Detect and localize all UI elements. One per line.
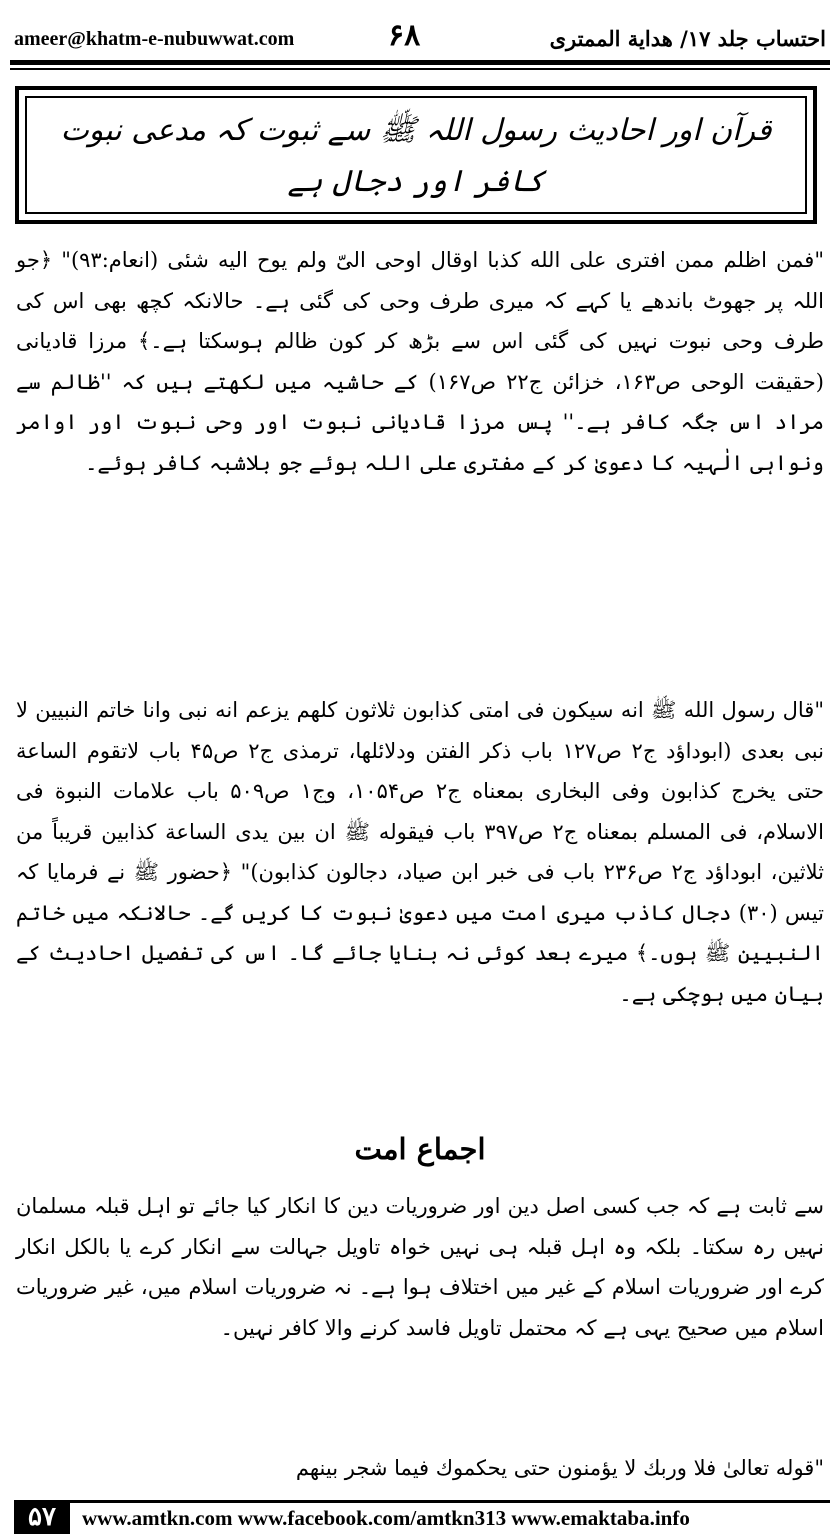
chapter-title-line-2: کافر اور دجال ہے xyxy=(287,164,545,199)
chapter-title-inner-border xyxy=(25,96,807,214)
paragraph-3: سے ثابت ہے کہ جب کسی اصل دین اور ضروریات دین کا انکار کیا جائے تو اہل قبلہ مسلمان نہیں رہ سکتا۔ بلکہ وہ اہل قبلہ ہی نہیں خواہ تاویل جہالت سے انکار کرے یا بالکل انکار کرے اور ضروریات اسلام کے غیر میں اختلاف ہوا ہے۔ نہ ضروریات اسلام میں، غیر ضروریات اسلام میں صحیح یہی ہے کہ محتمل تاویل فاسد کرنے والا کافر نہیں۔ xyxy=(16,1194,824,1340)
paragraph-2: "قال رسول الله ﷺ انه سيكون فی امتی كذابون ثلاثون كلهم يزعم انه نبی وانا خاتم النبيين لا نبی بعدی (ابوداؤد ج۲ ص۱۲۷ باب ذكر الفتن ودلائلها، ترمذی ج۲ ص۴۵ باب لاتقوم الساعة حتی يخرج كذابون وفی البخاری بمعناه ج۲ ص۱۰۵۴، وج۱ ص۵۰۹ باب علامات النبوة فی الاسلام، فی المسلم بمعناه ج۲ ص۳۹۷ باب فيقوله ﷺ ان بين يدی الساعة كذابين قريباً من ثلاثين، ابوداؤد ج۲ ص۲۳۶ باب فی خبر ابن صياد، دجالون كذابون)" ﴿حضور ﷺ نے فرمایا کہ تیس (۳۰) دجال کاذب میری امت میں دعویٰ نبوت کا کریں گے۔ حالانکہ میں خاتم النبیین ﷺ ہوں۔﴾ میرے بعد کوئی نہ بنایا جائے گا۔ اس کی تفصیل احادیث کے بیان میں ہوچکی ہے۔ xyxy=(16,698,825,1006)
page-number: ۶۸ xyxy=(388,18,421,53)
header-email: ameer@khatm-e-nubuwwat.com xyxy=(14,28,295,50)
paragraph-4: "قوله تعالیٰ فلا وربك لا يؤمنون حتی يحكموك فيما شجر بينهم xyxy=(295,1456,824,1480)
chapter-title-line-1: قرآن اور احادیث رسول اللہ ﷺ سے ثبوت کہ مدعی نبوت xyxy=(60,113,772,148)
header-rule-thick xyxy=(10,60,830,65)
footer-rule xyxy=(70,1500,830,1503)
chapter-title-box xyxy=(15,86,817,224)
book-title: احتساب جلد ۱۷/ هدایة الممتری xyxy=(549,26,826,51)
section-heading: اجماع امت xyxy=(354,1132,486,1166)
header-rule-thin xyxy=(10,68,830,70)
footer-links: www.amtkn.com www.facebook.com/amtkn313 www.emaktaba.info xyxy=(82,1506,690,1530)
paragraph-1: "فمن اظلم ممن افتری علی الله كذبا اوقال اوحی الیّ ولم یوح اليه شئی (انعام:۹۳)" ﴿جو اللہ پر جھوٹ باندھے یا کہے کہ میری طرف وحی کی گئی ہے۔ حالانکہ کچھ بھی اس کی طرف وحی نبوت نہیں کی گئی اس سے بڑھ کر کون ظالم ہوسکتا ہے۔﴾ مرزا قادیانی (حقیقت الوحی ص۱۶۳، خزائن ج۲۲ ص۱۶۷) کے حاشیہ میں لکھتے ہیں کہ ''ظالم سے مراد اس جگہ کافر ہے۔'' پس مرزا قادیانی نبوت اور وحی نبوت اور اوامر ونواہی الٰہیہ کا دعویٰ کر کے مفتری علی اللہ ہوئے جو بلاشبہ کافر ہوئے۔ xyxy=(16,248,824,475)
footer-page-box: ۵۷ xyxy=(14,1500,70,1534)
